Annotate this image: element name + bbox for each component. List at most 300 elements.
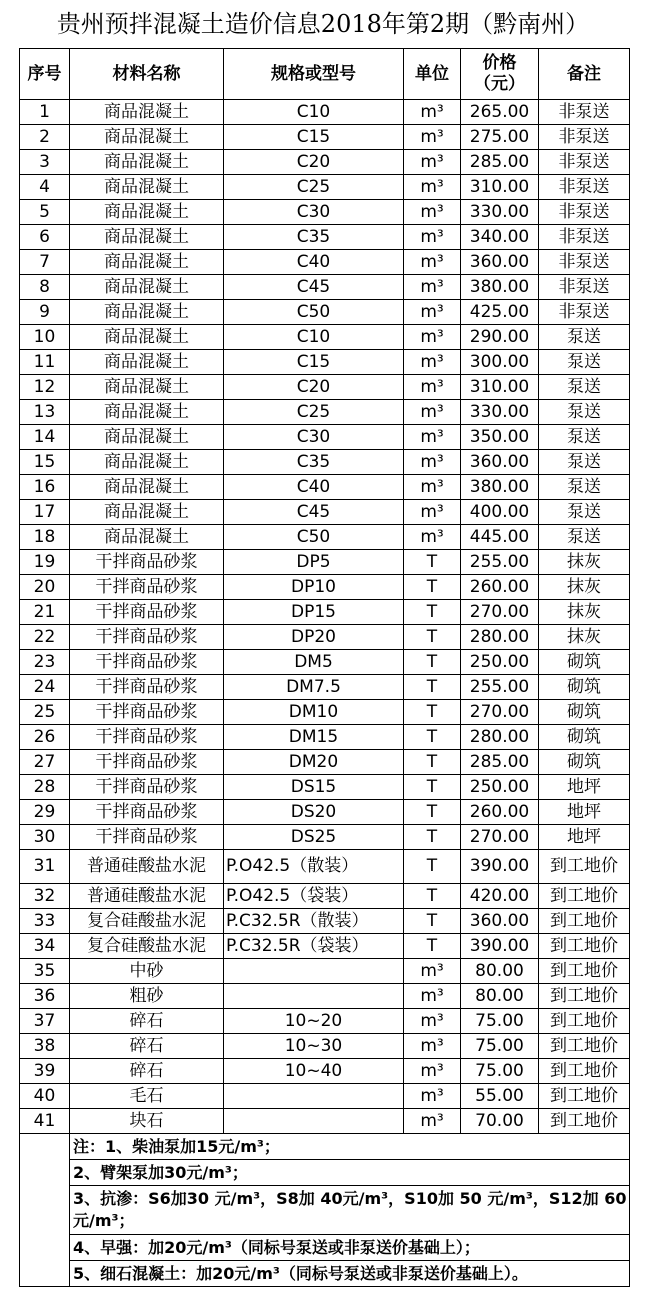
row-index: 29 — [20, 800, 70, 825]
table-row — [20, 550, 630, 575]
table-row — [20, 575, 630, 600]
row-spec: C45 — [224, 500, 404, 525]
row-spec: P.O42.5（袋装） — [224, 884, 404, 909]
row-unit: m³ — [404, 350, 461, 375]
row-remark: 泵送 — [539, 500, 630, 525]
row-material: 商品混凝土 — [70, 200, 224, 225]
note-row — [20, 1261, 630, 1287]
row-spec — [224, 1084, 404, 1109]
row-material: 商品混凝土 — [70, 225, 224, 250]
row-price: 265.00 — [461, 100, 539, 125]
row-material: 商品混凝土 — [70, 450, 224, 475]
table-row — [20, 375, 630, 400]
table-row — [20, 425, 630, 450]
note-spacer — [20, 1235, 70, 1261]
row-index: 18 — [20, 525, 70, 550]
row-index: 5 — [20, 200, 70, 225]
note-spacer — [20, 1160, 70, 1186]
row-index: 15 — [20, 450, 70, 475]
row-remark: 泵送 — [539, 325, 630, 350]
row-material: 中砂 — [70, 959, 224, 984]
row-price: 400.00 — [461, 500, 539, 525]
row-remark: 抹灰 — [539, 550, 630, 575]
row-spec: C40 — [224, 475, 404, 500]
row-remark: 地坪 — [539, 775, 630, 800]
row-price: 390.00 — [461, 934, 539, 959]
row-index: 41 — [20, 1109, 70, 1134]
row-unit: m³ — [404, 300, 461, 325]
row-unit: m³ — [404, 175, 461, 200]
table-row — [20, 225, 630, 250]
row-unit: T — [404, 700, 461, 725]
row-material: 商品混凝土 — [70, 300, 224, 325]
row-index: 25 — [20, 700, 70, 725]
note-row — [20, 1186, 630, 1235]
row-material: 碎石 — [70, 1034, 224, 1059]
row-price: 260.00 — [461, 575, 539, 600]
table-row — [20, 1009, 630, 1034]
row-price: 285.00 — [461, 750, 539, 775]
header-spec: 规格或型号 — [224, 49, 404, 100]
header-price — [461, 49, 539, 100]
header-unit: 单位 — [404, 49, 461, 100]
table-row — [20, 525, 630, 550]
row-index: 10 — [20, 325, 70, 350]
table-row — [20, 800, 630, 825]
table-row — [20, 1084, 630, 1109]
note-spacer — [20, 1186, 70, 1235]
row-remark: 砌筑 — [539, 650, 630, 675]
row-index: 16 — [20, 475, 70, 500]
row-price: 290.00 — [461, 325, 539, 350]
row-price: 445.00 — [461, 525, 539, 550]
row-spec: DM5 — [224, 650, 404, 675]
row-spec: C25 — [224, 175, 404, 200]
row-index: 28 — [20, 775, 70, 800]
row-price: 75.00 — [461, 1009, 539, 1034]
row-index: 32 — [20, 884, 70, 909]
row-unit: T — [404, 850, 461, 884]
table-row — [20, 125, 630, 150]
row-unit: m³ — [404, 450, 461, 475]
row-index: 13 — [20, 400, 70, 425]
row-material: 块石 — [70, 1109, 224, 1134]
row-material: 商品混凝土 — [70, 350, 224, 375]
row-spec: DM20 — [224, 750, 404, 775]
row-remark: 砌筑 — [539, 700, 630, 725]
row-spec: DP5 — [224, 550, 404, 575]
row-price: 280.00 — [461, 625, 539, 650]
row-index: 1 — [20, 100, 70, 125]
row-index: 31 — [20, 850, 70, 884]
table-row — [20, 500, 630, 525]
row-spec: DS15 — [224, 775, 404, 800]
table-row — [20, 1034, 630, 1059]
row-spec: C20 — [224, 150, 404, 175]
row-index: 26 — [20, 725, 70, 750]
row-unit: m³ — [404, 475, 461, 500]
row-price: 280.00 — [461, 725, 539, 750]
row-material: 商品混凝土 — [70, 250, 224, 275]
row-material: 普通硅酸盐水泥 — [70, 884, 224, 909]
row-remark: 泵送 — [539, 400, 630, 425]
row-remark: 非泵送 — [539, 275, 630, 300]
row-price: 285.00 — [461, 150, 539, 175]
row-price: 250.00 — [461, 775, 539, 800]
row-remark: 非泵送 — [539, 225, 630, 250]
row-material: 复合硅酸盐水泥 — [70, 909, 224, 934]
note-spacer — [20, 1134, 70, 1160]
row-index: 24 — [20, 675, 70, 700]
row-index: 21 — [20, 600, 70, 625]
row-remark: 到工地价 — [539, 1009, 630, 1034]
row-index: 34 — [20, 934, 70, 959]
row-material: 干拌商品砂浆 — [70, 625, 224, 650]
row-index: 3 — [20, 150, 70, 175]
row-material: 商品混凝土 — [70, 425, 224, 450]
row-unit: m³ — [404, 1034, 461, 1059]
row-remark: 砌筑 — [539, 675, 630, 700]
row-unit: T — [404, 675, 461, 700]
row-unit: m³ — [404, 325, 461, 350]
row-material: 干拌商品砂浆 — [70, 750, 224, 775]
row-index: 30 — [20, 825, 70, 850]
table-row — [20, 300, 630, 325]
row-material: 碎石 — [70, 1009, 224, 1034]
row-material: 干拌商品砂浆 — [70, 575, 224, 600]
row-spec: 10~20 — [224, 1009, 404, 1034]
row-price: 70.00 — [461, 1109, 539, 1134]
row-price: 310.00 — [461, 375, 539, 400]
row-index: 11 — [20, 350, 70, 375]
row-price: 310.00 — [461, 175, 539, 200]
row-spec: C20 — [224, 375, 404, 400]
row-unit: m³ — [404, 984, 461, 1009]
row-unit: m³ — [404, 1059, 461, 1084]
note-text: 注：1、柴油泵加15元/m³； — [70, 1134, 630, 1160]
table-row — [20, 884, 630, 909]
row-spec: 10~40 — [224, 1059, 404, 1084]
row-unit: T — [404, 625, 461, 650]
row-price: 380.00 — [461, 475, 539, 500]
row-remark: 泵送 — [539, 450, 630, 475]
row-material: 干拌商品砂浆 — [70, 600, 224, 625]
row-price: 390.00 — [461, 850, 539, 884]
row-spec: C45 — [224, 275, 404, 300]
row-index: 7 — [20, 250, 70, 275]
row-price: 380.00 — [461, 275, 539, 300]
row-remark: 抹灰 — [539, 575, 630, 600]
row-unit: m³ — [404, 959, 461, 984]
row-spec: C35 — [224, 225, 404, 250]
row-material: 干拌商品砂浆 — [70, 725, 224, 750]
note-text: 3、抗渗：S6加30 元/m³，S8加 40元/m³，S10加 50 元/m³，S12加 60元/m³； — [70, 1186, 630, 1235]
table-row — [20, 350, 630, 375]
table-row — [20, 934, 630, 959]
row-spec: C50 — [224, 525, 404, 550]
table-row — [20, 150, 630, 175]
row-spec: C40 — [224, 250, 404, 275]
table-row — [20, 175, 630, 200]
row-material: 商品混凝土 — [70, 525, 224, 550]
note-text: 5、细石混凝土：加20元/m³（同标号泵送或非泵送价基础上）。 — [70, 1261, 630, 1287]
row-index: 19 — [20, 550, 70, 575]
row-index: 2 — [20, 125, 70, 150]
row-price: 425.00 — [461, 300, 539, 325]
row-index: 22 — [20, 625, 70, 650]
row-price: 270.00 — [461, 700, 539, 725]
table-row — [20, 825, 630, 850]
table-row — [20, 1059, 630, 1084]
row-material: 干拌商品砂浆 — [70, 650, 224, 675]
note-row — [20, 1235, 630, 1261]
row-unit: T — [404, 825, 461, 850]
row-spec: C10 — [224, 325, 404, 350]
row-material: 商品混凝土 — [70, 125, 224, 150]
table-row — [20, 400, 630, 425]
row-price: 80.00 — [461, 959, 539, 984]
row-remark: 非泵送 — [539, 175, 630, 200]
row-unit: m³ — [404, 425, 461, 450]
header-index: 序号 — [20, 49, 70, 100]
row-spec: C10 — [224, 100, 404, 125]
header-row — [20, 49, 630, 100]
row-unit: m³ — [404, 275, 461, 300]
table-row — [20, 959, 630, 984]
row-index: 6 — [20, 225, 70, 250]
row-spec: DM15 — [224, 725, 404, 750]
table-row — [20, 600, 630, 625]
row-remark: 泵送 — [539, 375, 630, 400]
row-material: 毛石 — [70, 1084, 224, 1109]
note-spacer — [20, 1261, 70, 1287]
row-spec: C30 — [224, 425, 404, 450]
row-remark: 非泵送 — [539, 250, 630, 275]
row-remark: 非泵送 — [539, 300, 630, 325]
row-index: 4 — [20, 175, 70, 200]
table-row — [20, 650, 630, 675]
row-spec: C15 — [224, 350, 404, 375]
row-index: 23 — [20, 650, 70, 675]
row-material: 普通硅酸盐水泥 — [70, 850, 224, 884]
row-spec: C25 — [224, 400, 404, 425]
row-index: 38 — [20, 1034, 70, 1059]
note-text: 4、早强：加20元/m³（同标号泵送或非泵送价基础上）； — [70, 1235, 630, 1261]
row-spec: P.O42.5（散装） — [224, 850, 404, 884]
row-remark: 到工地价 — [539, 1084, 630, 1109]
row-material: 商品混凝土 — [70, 150, 224, 175]
row-index: 36 — [20, 984, 70, 1009]
row-material: 商品混凝土 — [70, 325, 224, 350]
row-unit: m³ — [404, 375, 461, 400]
row-remark: 地坪 — [539, 800, 630, 825]
row-remark: 泵送 — [539, 425, 630, 450]
row-spec: C15 — [224, 125, 404, 150]
row-index: 37 — [20, 1009, 70, 1034]
table-row — [20, 1109, 630, 1134]
row-unit: T — [404, 725, 461, 750]
row-remark: 非泵送 — [539, 100, 630, 125]
row-price: 330.00 — [461, 200, 539, 225]
price-table — [19, 48, 630, 1287]
table-row — [20, 675, 630, 700]
row-unit: m³ — [404, 525, 461, 550]
row-price: 75.00 — [461, 1034, 539, 1059]
table-row — [20, 200, 630, 225]
row-price: 255.00 — [461, 675, 539, 700]
row-spec: C35 — [224, 450, 404, 475]
table-row — [20, 909, 630, 934]
table-row — [20, 984, 630, 1009]
row-unit: T — [404, 800, 461, 825]
row-price: 330.00 — [461, 400, 539, 425]
row-remark: 到工地价 — [539, 1034, 630, 1059]
row-spec: DS25 — [224, 825, 404, 850]
row-index: 17 — [20, 500, 70, 525]
row-index: 39 — [20, 1059, 70, 1084]
row-price: 270.00 — [461, 600, 539, 625]
row-unit: T — [404, 909, 461, 934]
row-material: 干拌商品砂浆 — [70, 775, 224, 800]
row-unit: T — [404, 884, 461, 909]
table-row — [20, 250, 630, 275]
row-material: 粗砂 — [70, 984, 224, 1009]
row-price: 275.00 — [461, 125, 539, 150]
table-row — [20, 775, 630, 800]
row-index: 27 — [20, 750, 70, 775]
row-material: 干拌商品砂浆 — [70, 550, 224, 575]
row-spec — [224, 959, 404, 984]
row-index: 40 — [20, 1084, 70, 1109]
table-row — [20, 450, 630, 475]
row-remark: 到工地价 — [539, 959, 630, 984]
row-unit: m³ — [404, 150, 461, 175]
row-price: 55.00 — [461, 1084, 539, 1109]
note-row — [20, 1134, 630, 1160]
row-price: 360.00 — [461, 450, 539, 475]
row-material: 商品混凝土 — [70, 275, 224, 300]
header-remark: 备注 — [539, 49, 630, 100]
row-material: 干拌商品砂浆 — [70, 800, 224, 825]
row-remark: 非泵送 — [539, 125, 630, 150]
row-index: 33 — [20, 909, 70, 934]
row-unit: m³ — [404, 1009, 461, 1034]
row-index: 8 — [20, 275, 70, 300]
row-material: 碎石 — [70, 1059, 224, 1084]
row-material: 商品混凝土 — [70, 500, 224, 525]
row-unit: m³ — [404, 200, 461, 225]
note-row — [20, 1160, 630, 1186]
row-remark: 泵送 — [539, 525, 630, 550]
row-remark: 泵送 — [539, 350, 630, 375]
row-remark: 砌筑 — [539, 750, 630, 775]
row-spec — [224, 984, 404, 1009]
table-row — [20, 750, 630, 775]
row-remark: 抹灰 — [539, 600, 630, 625]
row-unit: T — [404, 575, 461, 600]
row-remark: 地坪 — [539, 825, 630, 850]
page-title: 贵州预拌混凝土造价信息2018年第2期（黔南州） — [56, 10, 590, 38]
table-row — [20, 850, 630, 884]
header-material: 材料名称 — [70, 49, 224, 100]
table-row — [20, 100, 630, 125]
row-index: 12 — [20, 375, 70, 400]
row-unit: T — [404, 600, 461, 625]
row-material: 干拌商品砂浆 — [70, 700, 224, 725]
row-material: 商品混凝土 — [70, 100, 224, 125]
table-row — [20, 725, 630, 750]
row-index: 35 — [20, 959, 70, 984]
row-price: 350.00 — [461, 425, 539, 450]
row-remark: 到工地价 — [539, 909, 630, 934]
row-unit: m³ — [404, 1109, 461, 1134]
row-unit: m³ — [404, 225, 461, 250]
row-material: 商品混凝土 — [70, 175, 224, 200]
row-price: 250.00 — [461, 650, 539, 675]
row-spec — [224, 1109, 404, 1134]
table-row — [20, 475, 630, 500]
row-spec: DP10 — [224, 575, 404, 600]
row-remark: 到工地价 — [539, 934, 630, 959]
row-price: 360.00 — [461, 909, 539, 934]
row-unit: m³ — [404, 1084, 461, 1109]
table-row — [20, 700, 630, 725]
table-row — [20, 625, 630, 650]
row-price: 340.00 — [461, 225, 539, 250]
row-remark: 非泵送 — [539, 150, 630, 175]
row-unit: m³ — [404, 100, 461, 125]
row-price: 270.00 — [461, 825, 539, 850]
row-spec: 10~30 — [224, 1034, 404, 1059]
row-remark: 到工地价 — [539, 1059, 630, 1084]
row-unit: T — [404, 934, 461, 959]
row-material: 干拌商品砂浆 — [70, 675, 224, 700]
row-unit: T — [404, 775, 461, 800]
row-index: 9 — [20, 300, 70, 325]
row-spec: C30 — [224, 200, 404, 225]
row-price: 420.00 — [461, 884, 539, 909]
row-spec: C50 — [224, 300, 404, 325]
row-remark: 到工地价 — [539, 984, 630, 1009]
row-unit: T — [404, 650, 461, 675]
row-unit: m³ — [404, 400, 461, 425]
table-row — [20, 275, 630, 300]
row-price: 75.00 — [461, 1059, 539, 1084]
row-material: 复合硅酸盐水泥 — [70, 934, 224, 959]
row-remark: 到工地价 — [539, 884, 630, 909]
header-price-line1: 价格 — [482, 53, 517, 73]
row-spec: P.C32.5R（袋装） — [224, 934, 404, 959]
row-material: 商品混凝土 — [70, 375, 224, 400]
row-price: 255.00 — [461, 550, 539, 575]
row-spec: DM10 — [224, 700, 404, 725]
note-text: 2、臂架泵加30元/m³； — [70, 1160, 630, 1186]
row-spec: P.C32.5R（散装） — [224, 909, 404, 934]
row-index: 14 — [20, 425, 70, 450]
row-remark: 到工地价 — [539, 1109, 630, 1134]
row-unit: T — [404, 550, 461, 575]
row-price: 260.00 — [461, 800, 539, 825]
table-row — [20, 325, 630, 350]
row-remark: 非泵送 — [539, 200, 630, 225]
row-spec: DP15 — [224, 600, 404, 625]
row-price: 360.00 — [461, 250, 539, 275]
row-price: 80.00 — [461, 984, 539, 1009]
header-price-line2: （元） — [474, 74, 525, 94]
row-unit: m³ — [404, 250, 461, 275]
row-unit: T — [404, 750, 461, 775]
row-material: 干拌商品砂浆 — [70, 825, 224, 850]
